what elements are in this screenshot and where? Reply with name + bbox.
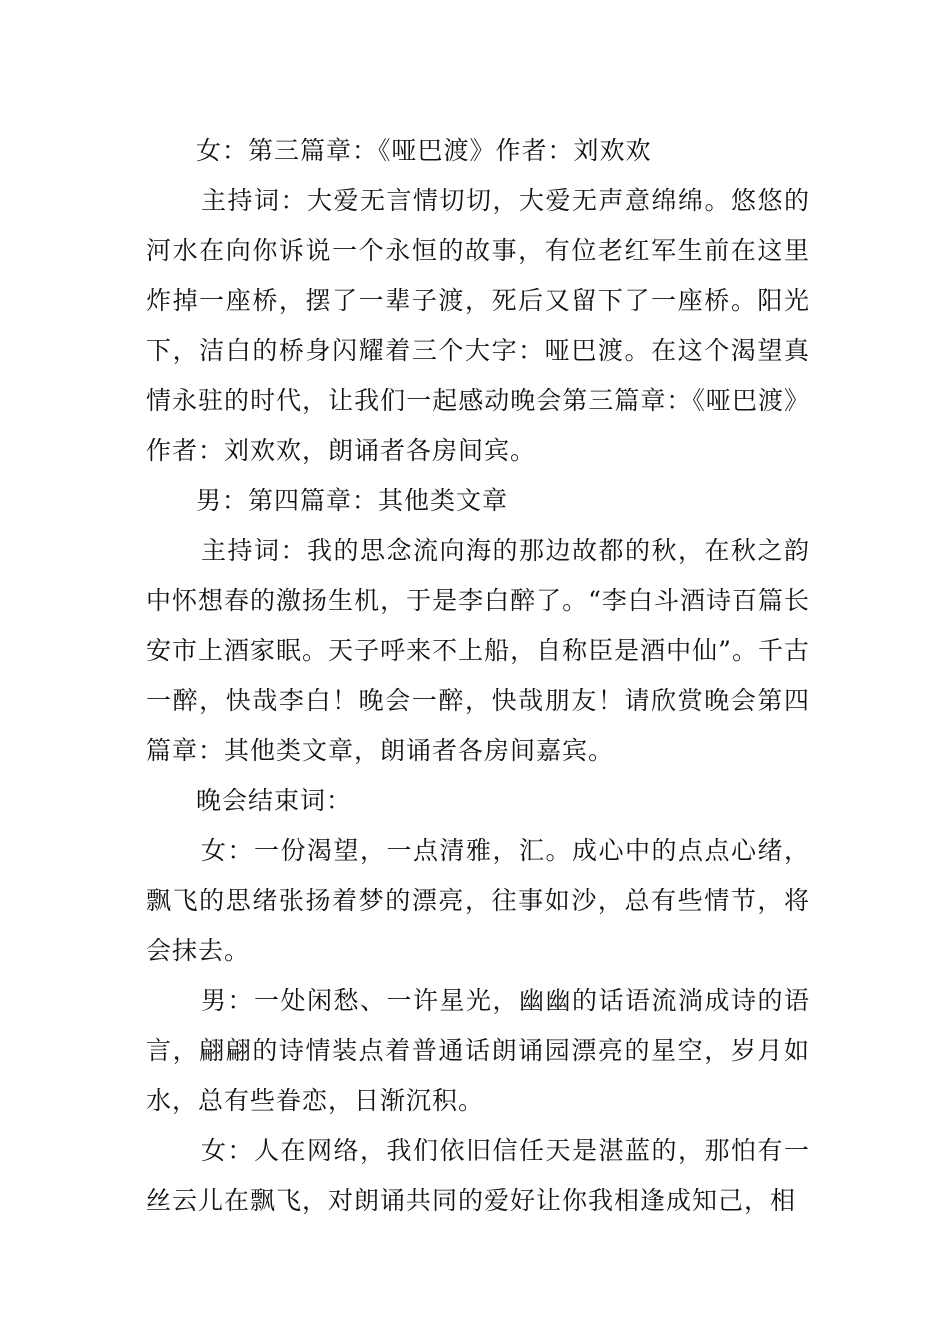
- paragraph-closing-female-one: 女：一份渴望，一点清雅，汇。成心中的点点心绪，飘飞的思绪张扬着梦的漂亮，往事如沙，总有些情节，将会抹去。: [146, 836, 810, 965]
- paragraph-closing-male: 男：一处闲愁、一许星光，幽幽的话语流淌成诗的语言，翩翩的诗情装点着普通话朗诵园漂亮的星空，岁月如水，总有些眷恋，日渐沉积。: [146, 986, 810, 1115]
- paragraph-closing-female-two: 女：人在网络，我们依旧信任天是湛蓝的，那怕有一丝云儿在飘飞，对朗诵共同的爱好让你我相逢成知己，相: [146, 1136, 810, 1215]
- paragraph-host-words-chapter-three: 主持词：大爱无言情切切，大爱无声意绵绵。悠悠的河水在向你诉说一个永恒的故事，有位老红军生前在这里炸掉一座桥，摆了一辈子渡，死后又留下了一座桥。阳光下，洁白的桥身闪耀着三个大字：哑巴渡。在这个渴望真情永驻的时代，让我们一起感动晚会第三篇章：《哑巴渡》作者：刘欢欢，朗诵者各房间宾。: [146, 186, 810, 465]
- paragraph-chapter-four-male: 男：第四篇章：其他类文章: [196, 486, 509, 515]
- paragraph-chapter-three-female: 女：第三篇章：《哑巴渡》作者：刘欢欢: [196, 136, 652, 165]
- document-body: [146, 126, 810, 1226]
- paragraph-closing-heading: 晚会结束词：: [196, 786, 353, 815]
- paragraph-host-words-chapter-four: 主持词：我的思念流向海的那边故都的秋，在秋之韵中怀想春的激扬生机，于是李白醉了。“李白斗酒诗百篇长安市上酒家眠。天子呼来不上船，自称臣是酒中仙”。千古一醉，快哉李白！晚会一醉，快哉朋友！请欣赏晚会第四篇章：其他类文章，朗诵者各房间嘉宾。: [146, 536, 810, 765]
